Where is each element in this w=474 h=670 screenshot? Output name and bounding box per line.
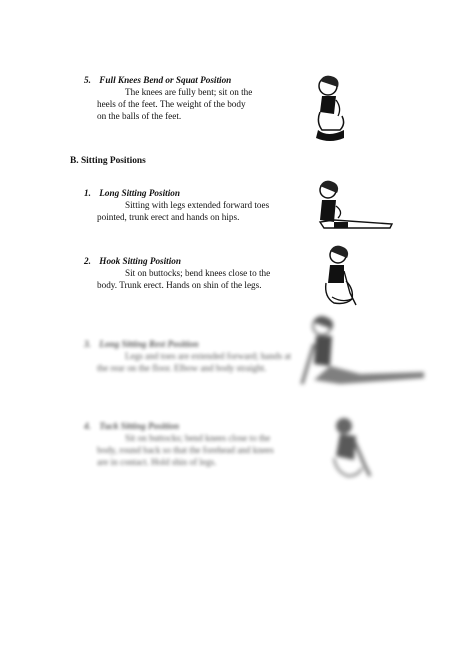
entry-number: 2. bbox=[84, 256, 91, 266]
entry-number: 3. bbox=[84, 339, 91, 349]
entry-title: Long Sitting Rest Position bbox=[99, 339, 199, 349]
entry-description: The knees are fully bent; sit on the heels of the feet. The weight of the body on the balls of the feet. bbox=[97, 87, 253, 121]
entry-description: Sit on buttocks; bend knees close to the body. Trunk erect. Hands on shin of the legs. bbox=[97, 268, 271, 290]
entry-title: Full Knees Bend or Squat Position bbox=[99, 75, 232, 85]
hook-sitting-figure-icon bbox=[318, 243, 362, 309]
entry-title: Tuck Sitting Position bbox=[99, 421, 180, 431]
exercise-entry-long-sitting-rest bbox=[84, 338, 294, 374]
long-sitting-figure-icon bbox=[310, 178, 394, 240]
entry-number: 5. bbox=[84, 75, 91, 85]
section-heading: B. Sitting Positions bbox=[70, 156, 146, 166]
entry-number: 1. bbox=[84, 188, 91, 198]
squat-figure-icon bbox=[306, 72, 352, 152]
exercise-entry-squat bbox=[84, 74, 254, 122]
entry-description: Sitting with legs extended forward toes pointed, trunk erect and hands on hips. bbox=[97, 200, 270, 222]
entry-title: Hook Sitting Position bbox=[99, 256, 181, 266]
entry-description: Legs and toes are extended forward; hands at the rear on the floor. Elbow and body straight. bbox=[97, 351, 292, 373]
long-sitting-rest-figure-icon bbox=[300, 314, 430, 394]
entry-description: Sit on buttocks; bend knees close to the body, round back so that the forehead and knees are in contact. Hold shin of legs. bbox=[97, 433, 274, 467]
exercise-entry-tuck-sitting bbox=[84, 420, 284, 468]
entry-number: 4. bbox=[84, 421, 91, 431]
exercise-entry-long-sitting bbox=[84, 187, 294, 223]
tuck-sitting-figure-icon bbox=[326, 412, 376, 480]
exercise-entry-hook-sitting bbox=[84, 255, 284, 291]
entry-title: Long Sitting Position bbox=[99, 188, 180, 198]
